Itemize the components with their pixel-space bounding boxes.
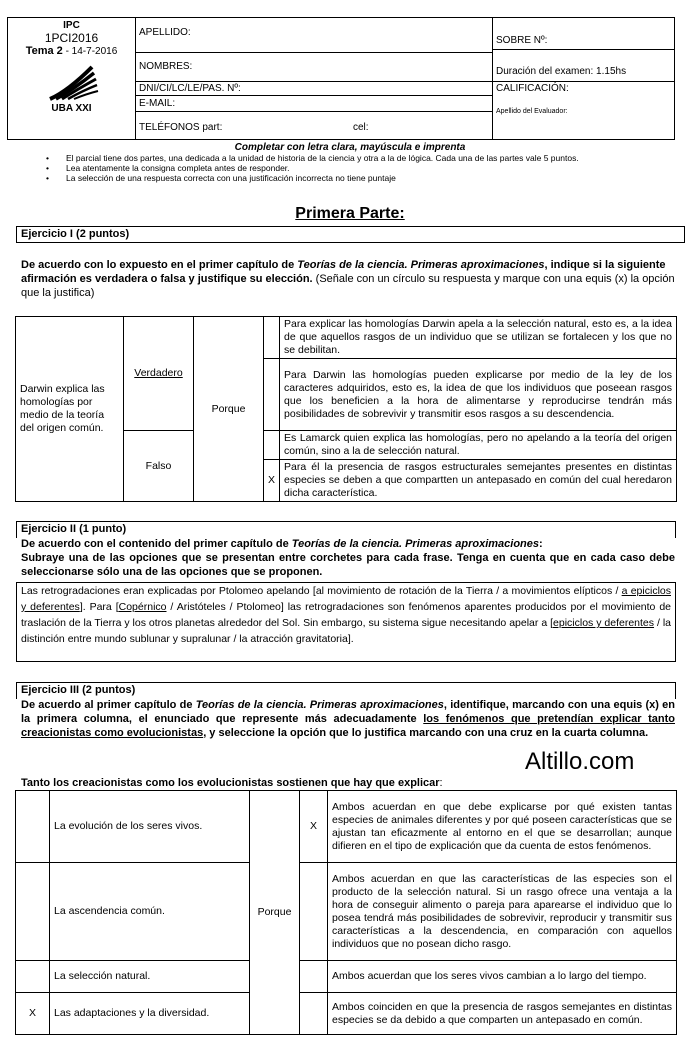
ej2-text-box: Las retrogradaciones eran explicadas por Ptolomeo apelando [al movimiento de rotación de la Tierra / a movimientos elípticos / a epiciclos y deferentes]. Para [Copérnico / Aristóteles / Ptolomeo] las retrogradaciones son fenómenos aparentes producidos por el movimiento de traslación de la Tierra y los otros planetas alrededor del Sol. Sin embargo, su sistema sigue necesitando apelar a [epiciclos y deferentes / la distinción entre mundo sublunar y supralunar / la atracción gravitatoria].: [16, 582, 676, 662]
left-mark[interactable]: [16, 863, 50, 961]
email-field[interactable]: E-MAIL:: [135, 96, 492, 112]
nombres-field[interactable]: NOMBRES:: [135, 53, 492, 82]
right-mark[interactable]: [300, 993, 328, 1035]
underlined-choice[interactable]: a epiciclos y deferentes: [21, 585, 671, 613]
header-logo-cell: [8, 18, 136, 139]
ej1-statement: Darwin explica las homologías por medio de la teoría del origen común.: [16, 317, 124, 502]
option-mark[interactable]: [264, 359, 280, 431]
ej1-intro: De acuerdo con lo expuesto en el primer capítulo de Teorías de la ciencia. Primeras aproximaciones, indique si la siguiente afirmación es verdadera o falsa y justifique su elección. (Señale con un círculo su respuesta y marque con una equis (x) la opción que la justifica): [21, 259, 675, 299]
option-text: Para Darwin las homologías pueden explicarse por medio de la ley de los caracteres adquiridos, esto es, la idea de que los individuos que poseean rasgos que los beneficien a la hora de alimentarse y reproducirse tendrán más posibilidades de sobrevivir y transmitir esos rasgos a su descendencia.: [280, 359, 677, 431]
instruction-item: • La selección de una respuesta correcta con una justificación incorrecta no tiene puntaje: [46, 173, 579, 183]
right-mark[interactable]: [300, 863, 328, 961]
instruction-item: • El parcial tiene dos partes, una dedicada a la unidad de historia de la ciencia y otra a la de lógica. Cada una de las partes vale 5 puntos.: [46, 153, 579, 163]
instruction-item: • Lea atentamente la consigna completa antes de responder.: [46, 163, 579, 173]
ej3-table: [15, 790, 677, 1035]
ej1-header: Ejercicio I (2 puntos): [16, 226, 685, 243]
part-title: Primera Parte:: [295, 205, 405, 222]
left-option: Las adaptaciones y la diversidad.: [50, 993, 250, 1035]
option-mark[interactable]: X: [264, 460, 280, 502]
ej2-intro: De acuerdo con el contenido del primer capítulo de Teorías de la ciencia. Primeras aproximaciones: Subraye una de las opciones que se presentan entre corchetes para cada frase. Tenga en cuenta que en cada caso debe seleccionarse sólo una de las opciones que se proponen.: [21, 538, 675, 578]
left-option: La evolución de los seres vivos.: [50, 791, 250, 863]
left-mark[interactable]: [16, 791, 50, 863]
right-mark[interactable]: [300, 961, 328, 993]
telefonos-field[interactable]: TELÉFONOS part: cel:: [135, 112, 492, 139]
right-mark[interactable]: X: [300, 791, 328, 863]
course-code: 1PCI2016: [44, 31, 99, 45]
right-option: Ambos acuerdan en que debe explicarse por qué existen tantas especies de animales diferentes y por qué poseen características que se ajustan tan eficazmente al entorno en el que se desarrollan; aunque difieren en el tipo de explicación que da cuenta de estos fenómenos.: [328, 791, 677, 863]
option-mark[interactable]: [264, 317, 280, 359]
right-option: Ambos coinciden en que la presencia de rasgos semejantes en distintas especies se da debido a que comparten un antepasado en común.: [328, 993, 677, 1035]
ej2-header: Ejercicio II (1 punto): [16, 521, 676, 538]
exam-header: [7, 17, 675, 140]
instructions-list: [46, 153, 579, 183]
ej1-table: [15, 316, 677, 502]
option-text: Es Lamarck quien explica las homologías, pero no apelando a la teoría del origen común, sino a la de selección natural.: [280, 431, 677, 460]
calificacion-field[interactable]: CALIFICACIÓN: Apellido del Evaluador:: [492, 82, 674, 139]
instructions-title: Completar con letra clara, mayúscula e imprenta: [234, 142, 466, 153]
tema-label: Tema 2 - 14-7-2016: [25, 45, 118, 57]
logo-text: UBA XXI: [51, 103, 92, 114]
duracion-label: Duración del examen: 1.15hs: [492, 50, 674, 82]
porque-label: Porque: [194, 317, 264, 502]
apellido-field[interactable]: APELLIDO:: [135, 18, 492, 53]
left-option: La selección natural.: [50, 961, 250, 993]
underlined-choice[interactable]: Copérnico: [118, 601, 167, 613]
left-mark[interactable]: [16, 961, 50, 993]
porque-label: Porque: [250, 791, 300, 1035]
org-label: IPC: [63, 20, 80, 31]
ej3-question: Tanto los creacionistas como los evolucionistas sostienen que hay que explicar:: [21, 777, 443, 789]
ej3-intro: De acuerdo al primer capítulo de Teorías de la ciencia. Primeras aproximaciones, identifique, marcando con una equis (x) en la primera columna, el enunciado que represente más adecuadamente los fenómenos que pretendían explicar tanto creacionistas como evolucionistas, y seleccione la opción que lo justifica marcando con una cruz en la cuarta columna.: [21, 699, 676, 739]
evaluador-label: Apellido del Evaluador:: [496, 108, 568, 115]
option-text: Para él la presencia de rasgos estructurales semejantes presentes en distintas especies se deben a que compartten un antepasado en común del cual heredaron dicha característica.: [280, 460, 677, 502]
ej3-header: Ejercicio III (2 puntos): [16, 682, 676, 699]
cel-label: cel:: [353, 122, 369, 133]
personal-data-cell: [135, 18, 493, 139]
underlined-choice[interactable]: epiciclos y deferentes: [553, 617, 655, 629]
left-mark[interactable]: X: [16, 993, 50, 1035]
right-option: Ambos acuerdan en que las características de las especies son el producto de la selección natural. Si un rasgo ofrece una ventaja a la hora de conseguir alimento o pareja para aparearse el individuo que lo posea tendrá más posibilidades de sobrevivir, reproducir y transmitir sus características a la descendencia, en comparación con aquellos individuos que no posean dicho rasgo.: [328, 863, 677, 961]
sobre-field[interactable]: SOBRE Nº:: [492, 18, 674, 50]
option-mark[interactable]: [264, 431, 280, 460]
left-option: La ascendencia común.: [50, 863, 250, 961]
false-option[interactable]: Falso: [124, 431, 194, 502]
dni-field[interactable]: DNI/CI/LC/LE/PAS. Nº:: [135, 82, 492, 96]
uba-logo-icon: [42, 61, 102, 103]
option-text: Para explicar las homologías Darwin apela a la selección natural, esto es, a la idea de que aquellos rasgos de un individuo que se utilizan se fortalecen y los que no se debilitan.: [280, 317, 677, 359]
altillo-watermark: Altillo.com: [525, 748, 635, 775]
true-option[interactable]: Verdadero: [124, 317, 194, 431]
exam-meta-cell: [492, 18, 674, 139]
right-option: Ambos acuerdan que los seres vivos cambian a lo largo del tiempo.: [328, 961, 677, 993]
